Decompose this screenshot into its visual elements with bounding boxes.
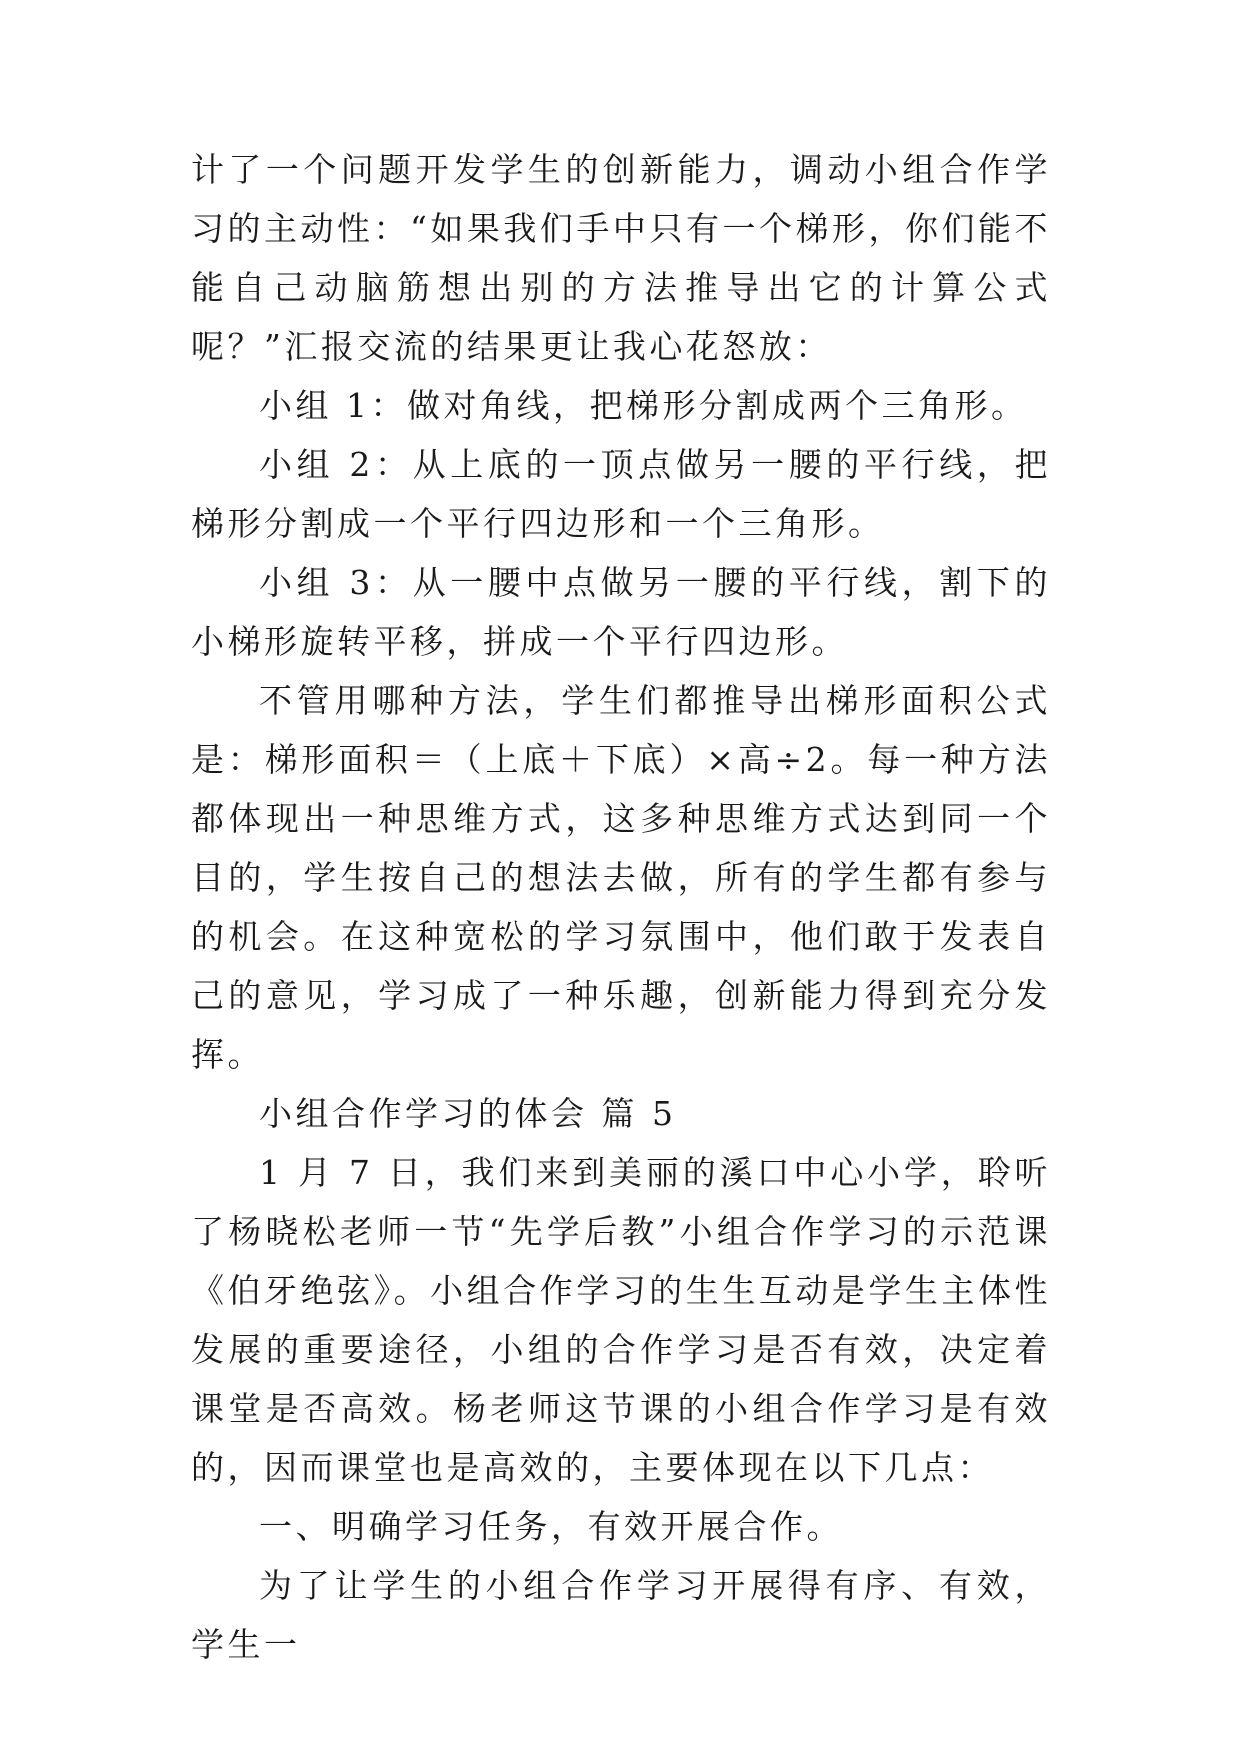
paragraph: 小组 2：从上底的一顶点做另一腰的平行线，把梯形分割成一个平行四边形和一个三角形。: [191, 445, 1051, 543]
paragraph: 不管用哪种方法，学生们都推导出梯形面积公式是：梯形面积＝（上底＋下底）×高÷2。每一种方法都体现出一种思维方式，这多种思维方式达到同一个目的，学生按自己的想法去做，所有的学生都有参与的机会。在这种宽松的学习氛围中，他们敢于发表自己的意见，学习成了一种乐趣，创新能力得到充分发挥。: [191, 681, 1051, 1074]
paragraph: 一、明确学习任务，有效开展合作。: [259, 1507, 843, 1546]
paragraph: 1 月 7 日，我们来到美丽的溪口中心小学，聆听了杨晓松老师一节“先学后教”小组合作学习的示范课《伯牙绝弦》。小组合作学习的生生互动是学生主体性发展的重要途径，小组的合作学习是否有效，决定着课堂是否高效。杨老师这节课的小组合作学习是有效的，因而课堂也是高效的，主要体现在以下几点：: [191, 1153, 1051, 1487]
section-heading: 小组合作学习的体会 篇 5: [259, 1094, 677, 1133]
paragraph: 小组 1：做对角线，把梯形分割成两个三角形。: [259, 386, 1028, 425]
document-body: [191, 140, 1051, 1674]
paragraph: 计了一个问题开发学生的创新能力，调动小组合作学习的主动性：“如果我们手中只有一个梯形，你们能不能自己动脑筋想出别的方法推导出它的计算公式呢？”汇报交流的结果更让我心花怒放：: [191, 150, 1051, 366]
paragraph: 小组 3：从一腰中点做另一腰的平行线，割下的小梯形旋转平移，拼成一个平行四边形。: [191, 563, 1051, 661]
paragraph: 为了让学生的小组合作学习开展得有序、有效，学生一: [191, 1566, 1051, 1664]
